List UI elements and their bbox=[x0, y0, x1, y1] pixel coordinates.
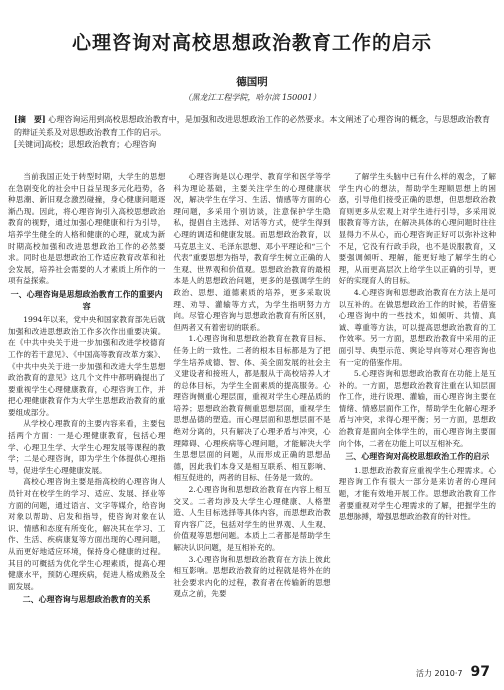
body-paragraph: 5.心理咨询和思想政治教育在功能上是互补的。一方面，思想政治教育注重在认知层面作工作，进行说理、灌输，而心理咨询主要在情绪、情感层面作工作，帮助学生化解心理矛盾与冲突，求得心理平衡；另一方面，思想政治教育是面向全体学生的，而心理咨询主要面向个体，二者在功能上可以互相补充。 bbox=[338, 369, 496, 448]
body-paragraph: 了解学生头脑中已有什么样的观念，了解学生内心的想法，帮助学生理顺思想上的困惑，引导他们接受正确的思想，但思想政治教育则更多从宏观上对学生进行引导，多采用说服教育等方法，在解决具体的心理问题时往往显得力不从心，而心理咨询正好可以弥补这种不足，它没有行政手段，也不是说服教育，又要强调倾听、理解，能更好地了解学生的心理，从而更高层次上给学生以正确的引导，更好的实现育人的目标。 bbox=[338, 172, 496, 286]
journal-issue: 活力 2010·7 bbox=[415, 669, 463, 678]
body-paragraph: 从学校心理教育的主要内容来看，主要包括两个方面：一是心理健康教育，包括心理学、心理卫生学、大学生心理发展等课程的教学；二是心理咨询，即为学生个体提供心理指导，促进学生心理健康发展。 bbox=[8, 419, 166, 475]
article-title: 心理咨询对高校思想政治教育工作的启示 bbox=[71, 32, 432, 54]
body-paragraph: 3.心理咨询和思想政治教育在方法上彼此相互影响。思想政治教育的过程就是将外在的社会要求内化的过程，教育者在传输新的思想观点之前，先要 bbox=[173, 554, 331, 599]
body-paragraph: 心理咨询是以心理学、教育学和医学等学科为理论基础，主要关注学生的心理健康状况，解决学生在学习、生活、情感等方面的心理问题，多采用个别访谈，注意保护学生隐私，提倡自主选择、对话等方式，使学生得到心理的调适和健康发展。而思想政治教育，以马克思主义、毛泽东思想、邓小平理论和“三个代表”重要思想为指导，教育学生树立正确的人生观、世界观和价值观。思想政治教育的最根本是人的思想政治问题，更多的是强调学生的政治、思想、道德素质的培养，更多采取说理、劝导、灌输等方式，为学生指明努力方向。尽管心理咨询与思想政治教育有所区别，但两者又有着密切的联系。 bbox=[173, 172, 331, 332]
column-right bbox=[339, 171, 496, 665]
body-paragraph: 1994年以来，党中央和国家教育部先后就加强和改进思想政治工作多次作出重要决策。在《中共中央关于进一步加强和改进学校德育工作的若干意见》、《中国高等教育改革方案》、《中共中央关于进一步加强和改进大学生思想政治教育的意见》这几个文件中都明确提出了要重视学生心理健康教育，心理咨询工作，并把心理健康教育作为大学生思想政治教育的重要组成部分。 bbox=[8, 315, 166, 417]
body-paragraph: 4.心理咨询和思想政治教育在方法上是可以互补的。在做思想政治工作的时候，若借鉴心理咨询中的一些技术，如倾听、共情、真诚、尊重等方法，可以提高思想政治教育的工作效率。另一方面，思想政治教育中采用的正面引导、典型示范、舆论导向等对心理咨询也有一定的借鉴作用。 bbox=[338, 287, 496, 367]
body-columns bbox=[8, 171, 496, 665]
page-number: 97 bbox=[470, 664, 490, 680]
column-left bbox=[8, 171, 165, 665]
author-name: 德国明 bbox=[236, 76, 268, 88]
page-footer bbox=[416, 664, 490, 680]
keywords bbox=[14, 139, 490, 152]
abstract-text: 心理咨询运用到高校思想政治教育中，是加强和改进思想政治工作的必然要求。本文阐述了心理咨询的概念，与思想政治教育的辩证关系及对思想政治教育工作的启示。 bbox=[14, 115, 490, 137]
body-paragraph: 高校心理咨询主要是指高校的心理咨询人员针对在校学生的学习、适应、发展、择业等方面的问题，通过语言、文字等媒介，给咨询对象以帮助、启发和指导，使咨询对象在认识、情感和态度有所变化，解决其在学习、工作、生活、疾病康复等方面出现的心理问题，从而更好地适应环境，保持身心健康的过程。其目的可概括为优化学生心理素质，提高心理健康水平，预防心理疾病，促进人格成熟及全面发展。 bbox=[8, 477, 166, 591]
section-heading: 三、心理咨询对高校思想政治工作的启示 bbox=[345, 452, 490, 462]
body-paragraph: 当前我国正处于转型时期，大学生的思想在急剧变化的社会中日益呈现多元化趋势，各种思潮、新旧观念激烈碰撞，身心健康问题逐渐凸现。因此，将心理咨询引入高校思想政治教育的视野，通过加强心理健康和行为引导，培养学生健全的人格和健康的心理，就成为新时期高校加强和改进思想政治工作的必然要求。同时也是思想政治工作适应教育改革和社会发展，培养社会需要的人才素质上所作的一项有益探索。 bbox=[8, 172, 166, 286]
body-paragraph: 2.心理咨询和思想政治教育在内容上相互交叉。二者均涉及大学生心理健康、人格塑造、人生目标选择等具体内容，而思想政治教育内容广泛，包括对学生的世界观、人生观、价值观等思想问题。本质上二者都是帮助学生解决认识问题，是互相补充的。 bbox=[173, 485, 331, 552]
keywords-text: 高校；思想政治教育；心理咨询 bbox=[44, 140, 157, 149]
abstract bbox=[14, 113, 490, 139]
body-paragraph: 1.思想政治教育应重视学生心理需求。心理咨询工作有很大一部分是来访者的心理问题，才能有效地开展工作。思想政治教育工作者要重视对学生心理需求的了解，把握学生的思想脉搏，增强思想政治教育的针对性。 bbox=[338, 465, 496, 522]
abstract-label: [摘 要] bbox=[14, 114, 46, 124]
section-heading: 二、心理咨询与思想政治教育的关系 bbox=[22, 595, 151, 605]
keywords-label: [关键词] bbox=[14, 140, 45, 149]
section-heading: 一、心理咨询是思想政治教育工作的重要内容 bbox=[10, 289, 163, 311]
column-middle bbox=[173, 171, 330, 665]
author-affiliation: （黑龙江工程学院，哈尔滨 150001） bbox=[183, 93, 321, 102]
body-paragraph: 1.心理咨询和思想政治教育在教育目标、任务上的一致性。二者的根本目标都是为了把学生培养成德、智、体、美全面发展的社会主义建设者和接班人，都是服从于高校培养人才的总体目标，为学生全面素质的提高服务。心理咨询侧重心理层面，重视对学生心理品质的培养；思想政治教育侧重思想层面，重视学生思想品德的塑造。而心理层面和思想层面不是绝对分离的，只有解决了心理矛盾与冲突，心理障碍、心理疾病等心理问题，才能解决大学生思想层面的问题，从而形成正确的思想品德，因此我们本身又是相互联系、相互影响、相互促进的，两者的目标、任务是一致的。 bbox=[173, 334, 331, 483]
